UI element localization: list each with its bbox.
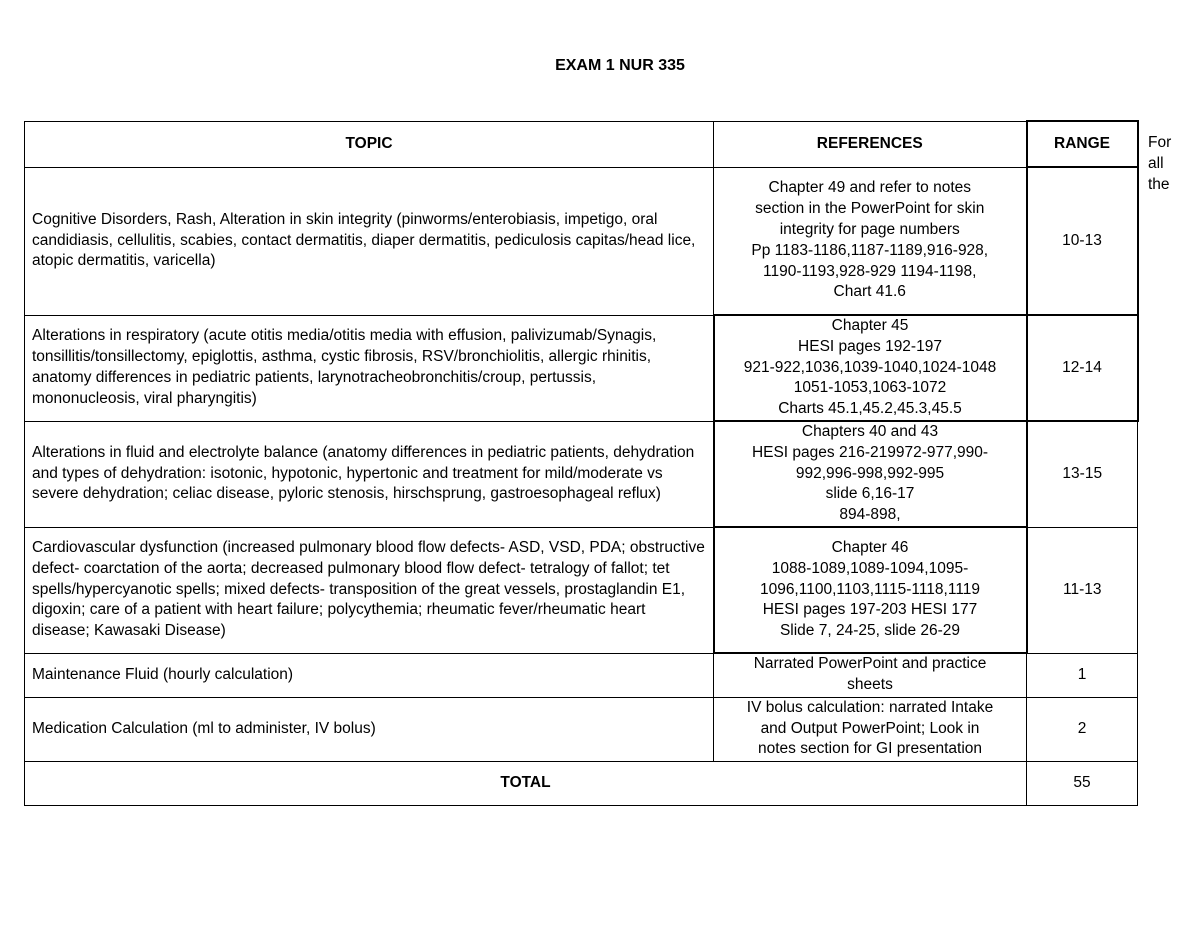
references-cell (714, 653, 1027, 697)
table-row (25, 167, 1138, 315)
references-cell (714, 421, 1027, 527)
table-row (25, 421, 1138, 527)
topic-cell: Alterations in respiratory (acute otitis media/otitis media with effusion, palivizumab/Synagis, tonsillitis/tonsillectomy, epiglottis, asthma, cystic fibrosis, RSV/bronchiolitis, allergic rhinitis, anatomy differences in pediatric patients, larynotracheobronchitis/croup, pertussis, mononucleosis, viral pharyngitis) (25, 315, 714, 421)
topic-cell: Cognitive Disorders, Rash, Alteration in skin integrity (pinworms/enterobiasis, impetigo, oral candidiasis, cellulitis, scabies, contact dermatitis, diaper dermatitis, pediculosis capitas/head lice, atopic dermatitis, varicella) (25, 167, 714, 315)
references-cell (714, 527, 1027, 653)
total-row (25, 761, 1138, 805)
reference-line: Charts 45.1,45.2,45.3,45.5 (778, 400, 962, 418)
header-topic: TOPIC (25, 121, 714, 167)
references-cell (714, 697, 1027, 761)
page-title: EXAM 1 NUR 335 (555, 57, 685, 74)
header-references: REFERENCES (714, 121, 1027, 167)
topic-cell: Cardiovascular dysfunction (increased pulmonary blood flow defects- ASD, VSD, PDA; obstructive defect- coarctation of the aorta; decreased pulmonary blood flow defect- tetralogy of fallot; tet spells/hypercyanotic spells; mixed defects- transposition of the great vessels, prostaglandin E1, digoxin; care of a patient with heart failure; polycythemia; rheumatic fever/rheumatic heart disease; Kawasaki Disease) (25, 527, 714, 653)
reference-line: slide 6,16-17 (825, 485, 915, 503)
reference-line: section in the PowerPoint for skin (755, 200, 985, 218)
reference-line: Chart 41.6 (833, 283, 906, 301)
reference-line: 1096,1100,1103,1115-1118,1119 (759, 580, 981, 598)
total-value: 55 (1027, 761, 1138, 805)
reference-line: 1088-1089,1089-1094,1095- (771, 559, 969, 577)
reference-line: sheets (847, 676, 893, 694)
reference-line: integrity for page numbers (779, 220, 960, 238)
side-note-line: all (1148, 155, 1164, 172)
range-cell: 11-13 (1027, 527, 1138, 653)
reference-line: 1190-1193,928-929 1194-1198, (763, 262, 977, 280)
topic-cell: Medication Calculation (ml to administer, IV bolus) (25, 697, 714, 761)
side-note-line: the (1148, 176, 1170, 193)
reference-line: Chapter 49 and refer to notes (768, 179, 971, 197)
table-row (25, 315, 1138, 421)
exam-topics-table (24, 120, 1139, 806)
reference-line: Pp 1183-1186,1187-1189,916-928, (751, 241, 989, 259)
reference-line: IV bolus calculation: narrated Intake (746, 698, 994, 716)
reference-line: HESI pages 192-197 (798, 337, 942, 355)
reference-line: 894-898, (839, 506, 901, 524)
total-label: TOTAL (25, 761, 1027, 805)
reference-line: HESI pages 216-219972-977,990- (751, 443, 989, 461)
table-header-row (25, 121, 1138, 167)
reference-line: HESI pages 197-203 HESI 177 (762, 601, 978, 619)
range-cell: 1 (1027, 653, 1138, 697)
references-cell (714, 315, 1027, 421)
header-range: RANGE (1027, 121, 1138, 167)
references-cell (714, 167, 1027, 315)
reference-line: Slide 7, 24-25, slide 26-29 (779, 622, 961, 640)
table-row (25, 527, 1138, 653)
range-cell: 10-13 (1027, 167, 1138, 315)
reference-line: Narrated PowerPoint and practice (753, 655, 987, 673)
range-cell: 13-15 (1027, 421, 1138, 527)
reference-line: Chapter 45 (831, 317, 909, 334)
reference-line: and Output PowerPoint; Look in (760, 719, 980, 737)
reference-line: 992,996-998,992-995 (795, 464, 945, 482)
topic-cell: Alterations in fluid and electrolyte balance (anatomy differences in pediatric patients, dehydration and types of dehydration: isotonic, hypotonic, hypertonic and treatment for mild/moderate vs severe dehydration; celiac disease, pyloric stenosis, hirschsprung, gastroesophageal reflux) (25, 421, 714, 527)
reference-line: notes section for GI presentation (757, 740, 983, 758)
reference-line: Chapters 40 and 43 (801, 423, 939, 440)
reference-line: Chapter 46 (831, 539, 909, 556)
table-row (25, 653, 1138, 697)
side-note-line: For (1148, 134, 1172, 151)
range-cell: 2 (1027, 697, 1138, 761)
reference-line: 921-922,1036,1039-1040,1024-1048 (743, 358, 997, 376)
table-row (25, 697, 1138, 761)
side-note (1148, 132, 1171, 195)
topic-cell: Maintenance Fluid (hourly calculation) (25, 653, 714, 697)
range-cell: 12-14 (1027, 315, 1138, 421)
reference-line: 1051-1053,1063-1072 (793, 379, 947, 397)
